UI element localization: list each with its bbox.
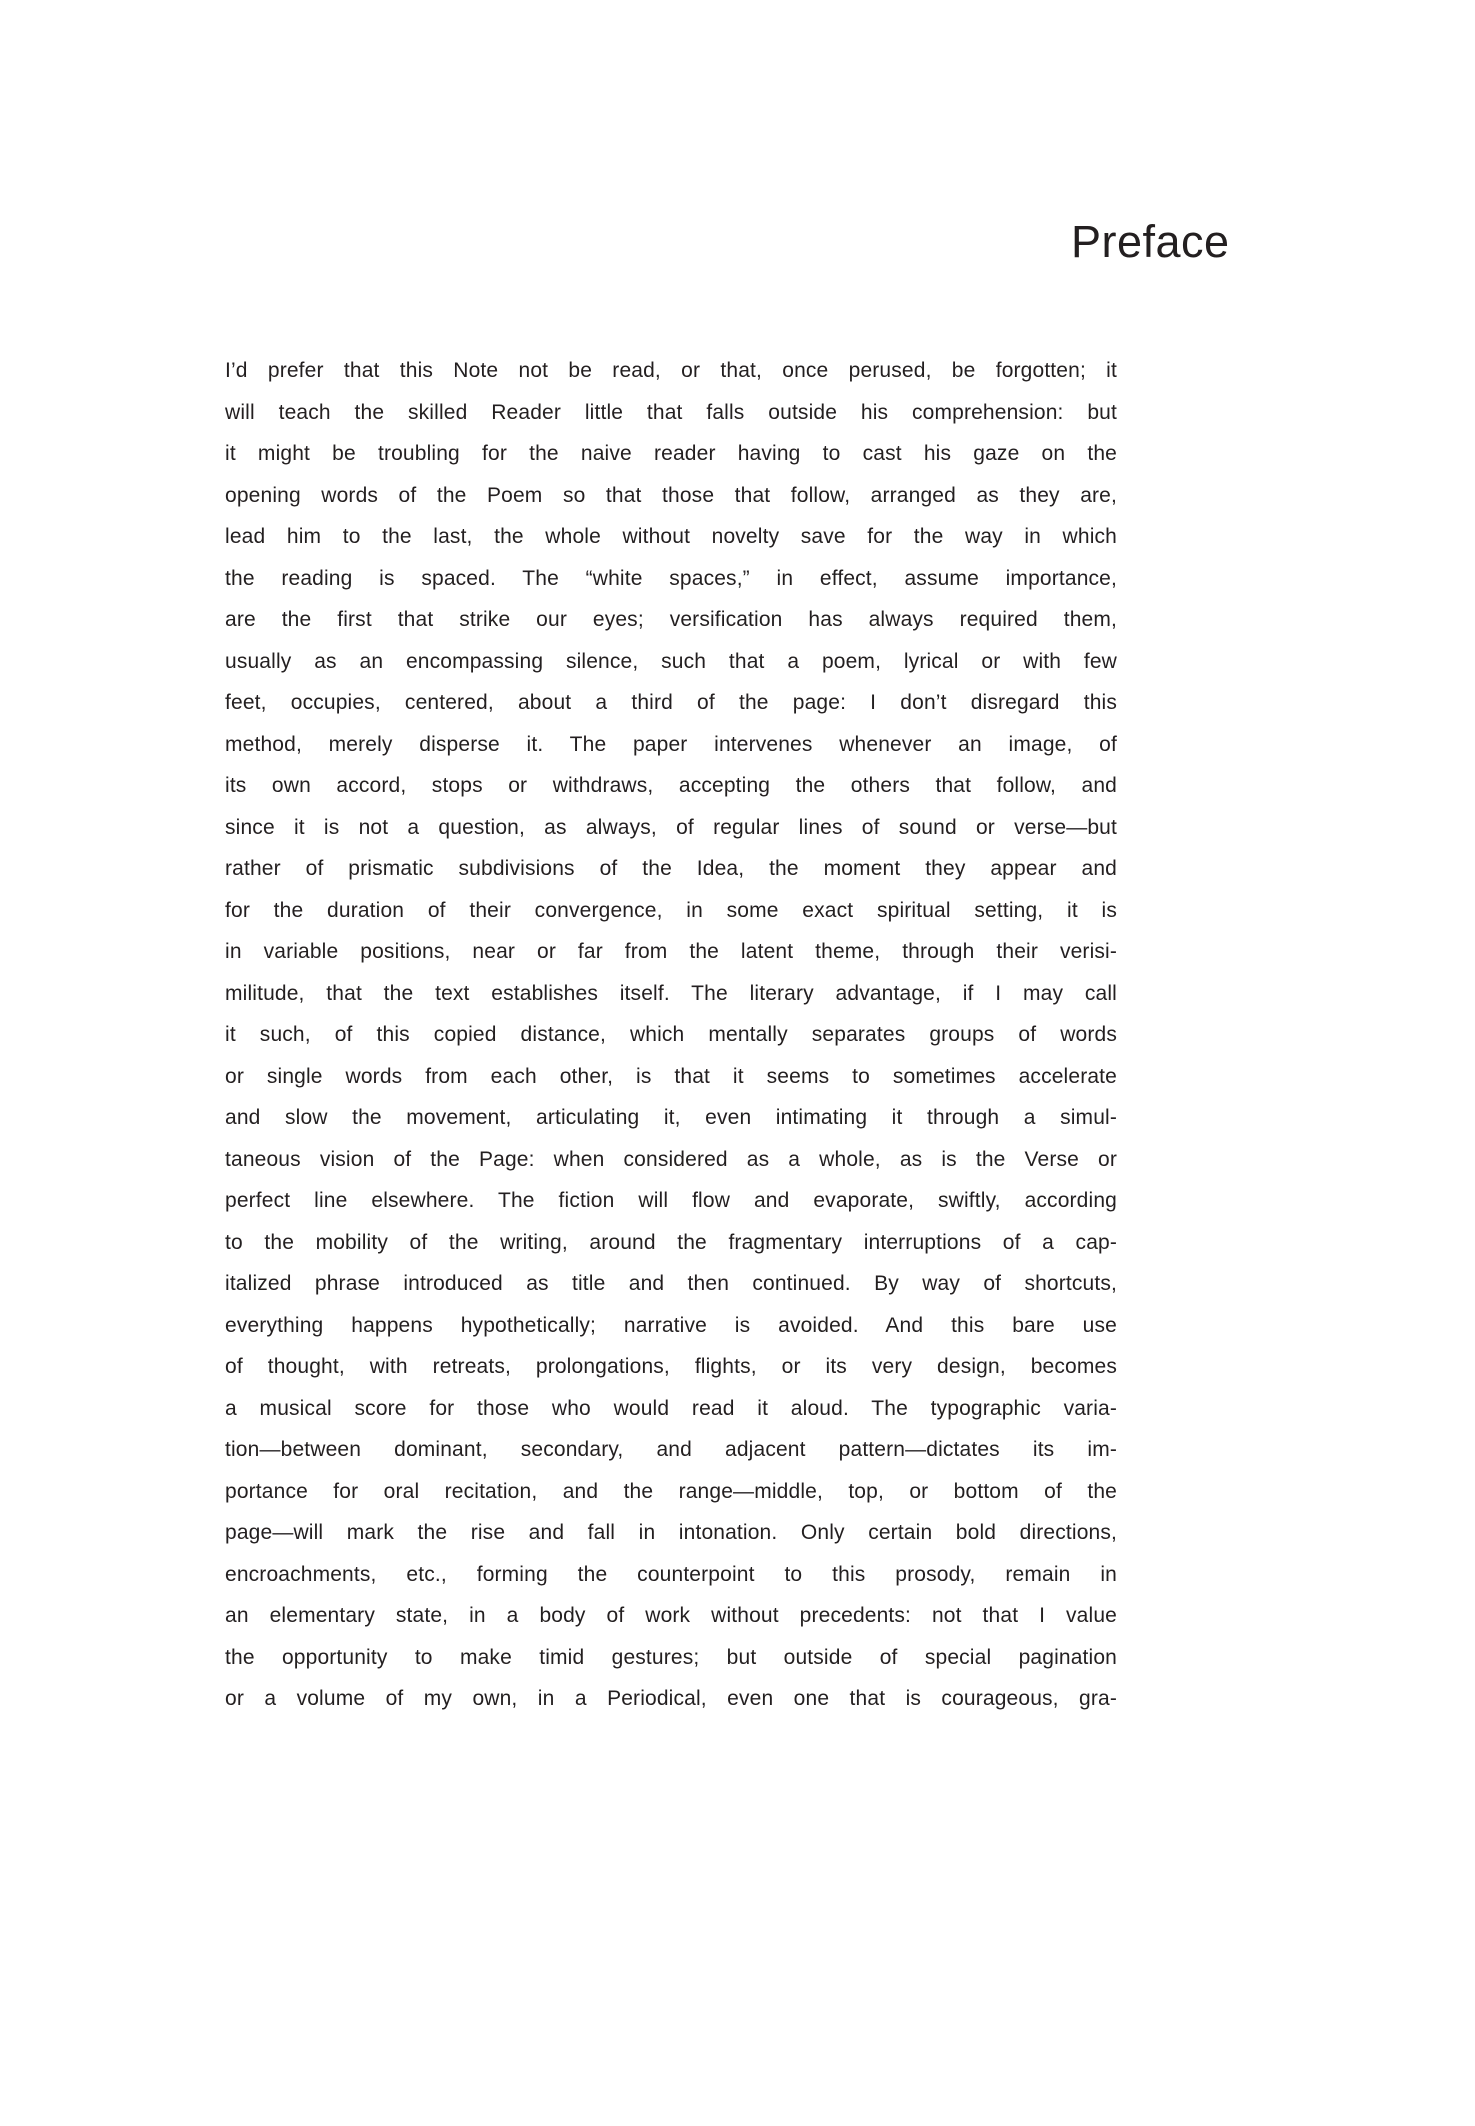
paragraph-line: the reading is spaced. The “white spaces,” in effect, assume importance,	[225, 566, 1117, 590]
page-title: Preface	[1071, 216, 1230, 267]
paragraph-line: page—will mark the rise and fall in intonation. Only certain bold directions,	[225, 1521, 1117, 1544]
paragraph-line: the opportunity to make timid gestures; but outside of special pagination	[225, 1645, 1117, 1669]
paragraph-line: a musical score for those who would read it aloud. The typographic varia-	[225, 1396, 1117, 1420]
paragraph-line: it might be troubling for the naive reader having to cast his gaze on the	[225, 442, 1117, 465]
paragraph-line: are the first that strike our eyes; versification has always required them,	[225, 608, 1117, 631]
paragraph-line: since it is not a question, as always, of regular lines of sound or verse—but	[225, 815, 1117, 839]
paragraph-line: taneous vision of the Page: when considered as a whole, as is the Verse or	[225, 1147, 1117, 1171]
paragraph-line: perfect line elsewhere. The fiction will flow and evaporate, swiftly, according	[225, 1189, 1117, 1212]
paragraph-line: encroachments, etc., forming the counterpoint to this prosody, remain in	[225, 1562, 1117, 1586]
paragraph-line: portance for oral recitation, and the range—middle, top, or bottom of the	[225, 1479, 1117, 1503]
paragraph-line: or a volume of my own, in a Periodical, even one that is courageous, gra-	[225, 1687, 1117, 1710]
paragraph-line: militude, that the text establishes itself. The literary advantage, if I may call	[225, 981, 1117, 1005]
paragraph-line: usually as an encompassing silence, such that a poem, lyrical or with few	[225, 649, 1117, 673]
paragraph-line: or single words from each other, is that it seems to sometimes accelerate	[225, 1064, 1117, 1088]
paragraph-line: it such, of this copied distance, which mentally separates groups of words	[225, 1023, 1117, 1046]
paragraph-line: will teach the skilled Reader little that falls outside his comprehension: but	[225, 400, 1117, 424]
paragraph-line: in variable positions, near or far from the latent theme, through their verisi-	[225, 940, 1117, 963]
paragraph-line: of thought, with retreats, prolongations, flights, or its very design, becomes	[225, 1355, 1117, 1378]
paragraph-line: and slow the movement, articulating it, even intimating it through a simul-	[225, 1106, 1117, 1129]
paragraph-line: method, merely disperse it. The paper intervenes whenever an image, of	[225, 732, 1117, 756]
paragraph-line: feet, occupies, centered, about a third of the page: I don’t disregard this	[225, 691, 1117, 714]
paragraph-line: italized phrase introduced as title and then continued. By way of shortcuts,	[225, 1272, 1117, 1295]
paragraph-line: opening words of the Poem so that those that follow, arranged as they are,	[225, 483, 1117, 507]
paragraph-line: everything happens hypothetically; narrative is avoided. And this bare use	[225, 1313, 1117, 1337]
preface-paragraph	[225, 350, 1117, 1720]
paragraph-line: lead him to the last, the whole without novelty save for the way in which	[225, 525, 1117, 548]
paragraph-line: I’d prefer that this Note not be read, or that, once perused, be forgotten; it	[225, 359, 1117, 382]
paragraph-line: rather of prismatic subdivisions of the Idea, the moment they appear and	[225, 857, 1117, 880]
paragraph-line: tion—between dominant, secondary, and adjacent pattern—dictates its im-	[225, 1438, 1117, 1461]
paragraph-line: an elementary state, in a body of work without precedents: not that I value	[225, 1604, 1117, 1627]
paragraph-line: for the duration of their convergence, in some exact spiritual setting, it is	[225, 898, 1117, 922]
paragraph-line: its own accord, stops or withdraws, accepting the others that follow, and	[225, 774, 1117, 797]
paragraph-line: to the mobility of the writing, around the fragmentary interruptions of a cap-	[225, 1230, 1117, 1254]
